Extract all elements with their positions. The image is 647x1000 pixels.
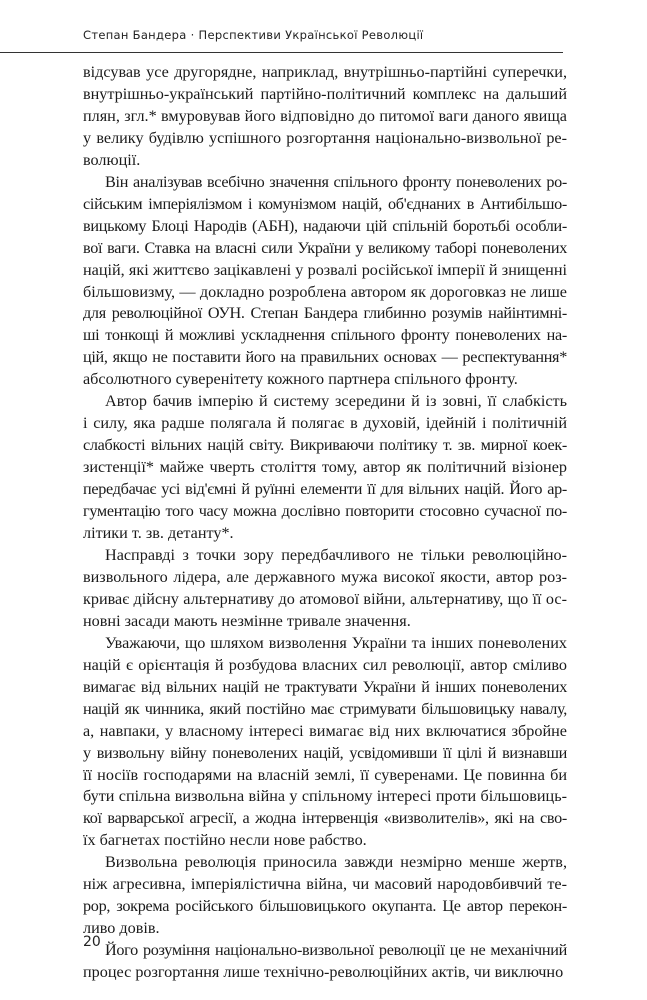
header-author: Степан Бандера — [83, 28, 187, 42]
paragraph — [83, 852, 567, 940]
paragraph — [83, 633, 567, 853]
text-line: Уважаючи, що шляхом визволення України та інших поневолених — [105, 633, 567, 652]
text-line: націй, які життєво зацікавлені у розвалі російської імперії й знищенні — [83, 260, 567, 279]
text-line: процес розгортання лише технічно-революційних актів, чи виключно — [83, 963, 564, 982]
text-line: вої ваги. Ставка на власні сили України у великому таборі поневолених — [83, 238, 567, 257]
paragraph — [83, 62, 567, 172]
text-line: кої варварської агресії, а жодна інтервенція «визволителів», які на сво- — [83, 809, 567, 828]
running-header — [83, 28, 563, 42]
text-line: більшовизму, — докладно розроблена автором як дороговказ не лише — [83, 282, 567, 301]
text-line: для революційної ОУН. Степан Бандера глибинно розумів найінтимні- — [83, 304, 567, 323]
text-line: рор, зокрема російського більшовицького окупанта. Це автор перекон- — [83, 897, 567, 916]
text-line: ніж агресивна, імперіялістична війна, чи масовий народовбивчий те- — [83, 875, 567, 894]
text-line: криває дійсну альтернативу до атомової війни, альтернативу, що її ос- — [83, 589, 567, 608]
text-line: плян, згл.* вмуровував його відповідно до питомої ваги даного явища — [83, 106, 567, 125]
text-line: сійським імперіялізмом і комунізмом націй, об'єднаних в Антибільшо- — [83, 194, 567, 213]
paragraph — [83, 940, 567, 984]
text-line: внутрішньо-український партійно-політичний комплекс на дальший — [83, 84, 567, 103]
text-line: Його розуміння національно-визвольної революції це не механічний — [105, 941, 567, 960]
text-line: її носіїв господарями на власній землі, її суверенами. Це повинна би — [83, 765, 567, 784]
header-book-title: Перспективи Української Революції — [198, 28, 424, 42]
text-line: Визвольна революція приносила завжди незмірно менше жертв, — [105, 853, 567, 872]
paragraph — [83, 172, 567, 392]
text-line: цій, якщо не поставити його на правильних основах — респектування* — [83, 348, 567, 367]
header-rule — [0, 52, 563, 53]
text-line: націй як чинника, який постійно має стримувати більшовицьку навалу, — [83, 699, 567, 718]
text-line: відсував усе другорядне, наприклад, внутрішньо-партійні суперечки, — [83, 63, 567, 81]
text-line: Насправді з точки зору передбачливого не тільки революційно- — [105, 545, 567, 564]
text-line: їх багнетах постійно несли нове рабство. — [83, 831, 367, 850]
header-separator: · — [190, 28, 195, 42]
text-line: вицькому Блоці Народів (АБН), надаючи цій спільній боротьбі особли- — [83, 216, 567, 235]
text-line: вимагає від вільних націй не трактувати України й інших поневолених — [83, 677, 567, 696]
text-line: Він аналізував всебічно значення спільного фронту поневолених ро- — [105, 172, 567, 191]
text-line: у визвольну війну поневолених націй, усвідомивши її цілі й визнавши — [83, 743, 567, 762]
text-line: слабкості вільних націй світу. Викриваючи політику т. зв. мирної коек- — [83, 436, 567, 455]
text-line: літики т. зв. детанту*. — [83, 524, 234, 543]
body-text — [83, 62, 567, 984]
text-line: а, навпаки, у власному інтересі вимагає від них включатися збройне — [83, 721, 567, 740]
text-line: гументацію того часу можна дослівно повторити стосовно сучасної по- — [83, 502, 567, 521]
text-line: бути спільна визвольна війна у спільному інтересі проти більшовиць- — [83, 787, 567, 806]
text-line: Автор бачив імперію й систему зсередини й із зовні, її слабкість — [105, 392, 567, 411]
text-line: абсолютного суверенітету кожного партнера спільного фронту. — [83, 370, 518, 389]
text-line: націй є орієнтація й розбудова власних сил революції, автор сміливо — [83, 655, 567, 674]
text-line: у велику будівлю успішного розгортання національно-визвольної ре- — [83, 128, 567, 147]
text-line: зистенції* майже чверть століття тому, автор як політичний візіонер — [83, 458, 567, 477]
text-line: ливо довів. — [83, 919, 160, 938]
page-number: 20 — [83, 934, 101, 950]
text-line: новні засади мають незмінне тривале значення. — [83, 611, 411, 630]
text-line: і силу, яка радше полягала й полягає в духовій, ідейній і політичній — [83, 414, 567, 433]
text-line: передбачає усі від'ємні й руїнні елементи її для вільних націй. Його ар- — [83, 480, 567, 499]
text-line: визвольного лідера, але державного мужа високої якости, автор роз- — [83, 567, 567, 586]
text-line: ші тонкощі й можливі ускладнення спільного фронту поневолених на- — [83, 326, 567, 345]
text-line: волюції. — [83, 150, 141, 169]
paragraph — [83, 545, 567, 633]
paragraph — [83, 391, 567, 545]
